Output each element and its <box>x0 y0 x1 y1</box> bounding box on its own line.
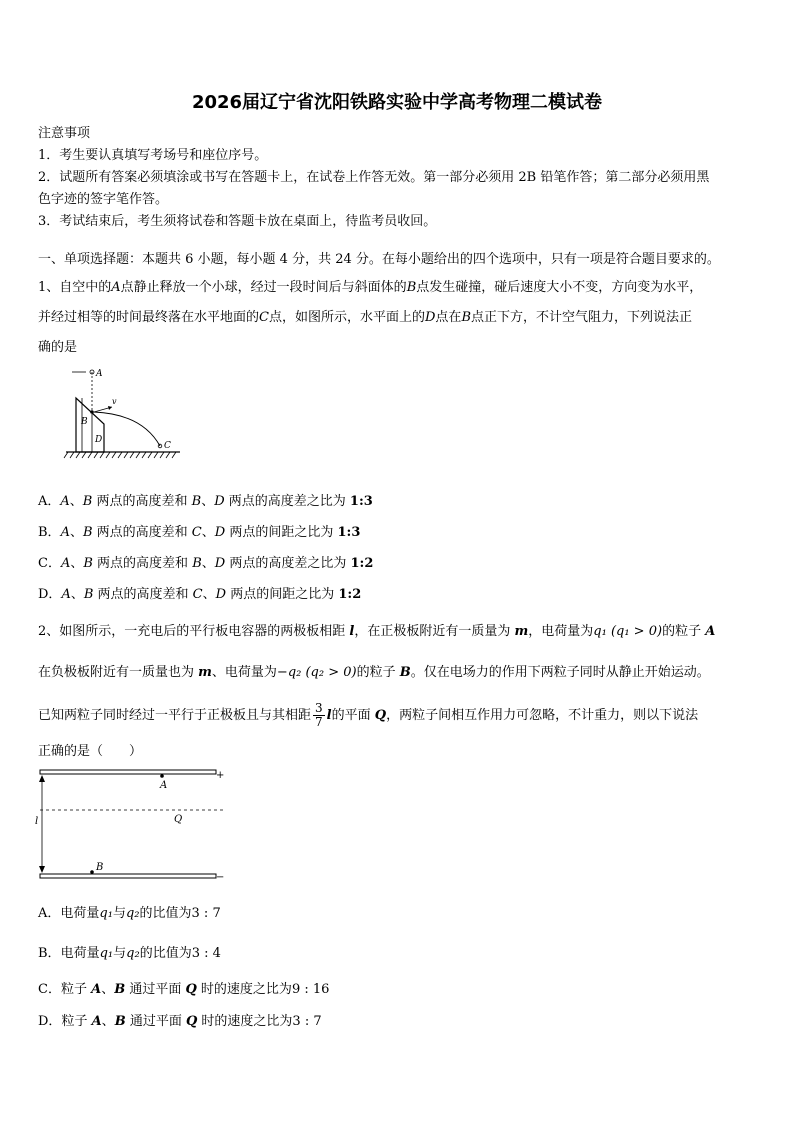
question-2-line: 已知两粒子同时经过一平行于正极板且与其相距 $\frac{3}{7}$ l的平面 Q，两粒子间相互作用力可忽略，不计重力，则以下说法 <box>38 701 699 729</box>
question-2-figure <box>34 764 230 884</box>
label-d: D <box>95 435 103 445</box>
fraction: $\frac{3}{7}$ <box>315 701 323 729</box>
question-1-line: 确的是 <box>38 340 78 355</box>
minus-sign: − <box>216 872 225 883</box>
label-particle-a: A <box>160 780 168 791</box>
notice-item: 色字迹的签字笔作答。 <box>38 192 169 207</box>
option-b[interactable]: B．A、B 两点的高度差和 C、D 两点的间距之比为 1:3 <box>38 525 361 540</box>
option-c[interactable]: C．粒子 A、B 通过平面 Q 时的速度之比为9 : 16 <box>38 982 330 997</box>
label-l: l <box>35 816 39 827</box>
label-particle-b: B <box>96 862 104 873</box>
question-2-line: 正确的是（ ） <box>38 744 143 759</box>
question-1-line: 并经过相等的时间最终落在水平地面的C点，如图所示，水平面上的D点在B点正下方，不计空气阻力，下列说法正 <box>38 310 693 325</box>
option-d[interactable]: D．粒子 A、B 通过平面 Q 时的速度之比为3 : 7 <box>38 1014 322 1029</box>
option-a[interactable]: A．电荷量q₁与q₂的比值为3 : 7 <box>38 906 221 921</box>
notice-heading: 注意事项 <box>38 126 91 141</box>
page-title: 2026届辽宁省沈阳铁路实验中学高考物理二模试卷 <box>191 92 603 113</box>
label-c: C <box>164 441 171 451</box>
option-a[interactable]: A．A、B 两点的高度差和 B、D 两点的高度差之比为 1:3 <box>38 494 373 509</box>
question-1-figure <box>62 362 192 470</box>
question-2-line: 2、如图所示，一充电后的平行板电容器的两极板相距 l，在正极板附近有一质量为 m，电荷量为q₁ (q₁ > 0)的粒子 A <box>38 624 716 639</box>
option-c[interactable]: C．A、B 两点的高度差和 B、D 两点的高度差之比为 1:2 <box>38 556 374 571</box>
plus-sign: + <box>216 770 225 781</box>
option-b[interactable]: B．电荷量q₁与q₂的比值为3 : 4 <box>38 946 221 961</box>
label-q: Q <box>174 814 183 825</box>
notice-item: 2．试题所有答案必须填涂或书写在答题卡上，在试卷上作答无效。第一部分必须用 2B 铅笔作答；第二部分必须用黑 <box>38 170 710 185</box>
label-a: A <box>96 369 103 379</box>
label-v: v <box>112 397 117 406</box>
section-heading: 一、单项选择题：本题共 6 小题，每小题 4 分，共 24 分。在每小题给出的四个选项中，只有一项是符合题目要求的。 <box>38 252 720 267</box>
label-b: B <box>81 417 88 427</box>
notice-item: 1．考生要认真填写考场号和座位序号。 <box>38 148 268 163</box>
question-1-line: 1、自空中的A点静止释放一个小球，经过一段时间后与斜面体的B点发生碰撞，碰后速度大小不变，方向变为水平， <box>38 280 703 295</box>
notice-item: 3．考试结束后，考生须将试卷和答题卡放在桌面上，待监考员收回。 <box>38 214 437 229</box>
question-2-line: 在负极板附近有一质量也为 m、电荷量为−q₂ (q₂ > 0)的粒子 B。仅在电场力的作用下两粒子同时从静止开始运动。 <box>38 665 710 680</box>
option-d[interactable]: D．A、B 两点的高度差和 C、D 两点的间距之比为 1:2 <box>38 587 362 602</box>
